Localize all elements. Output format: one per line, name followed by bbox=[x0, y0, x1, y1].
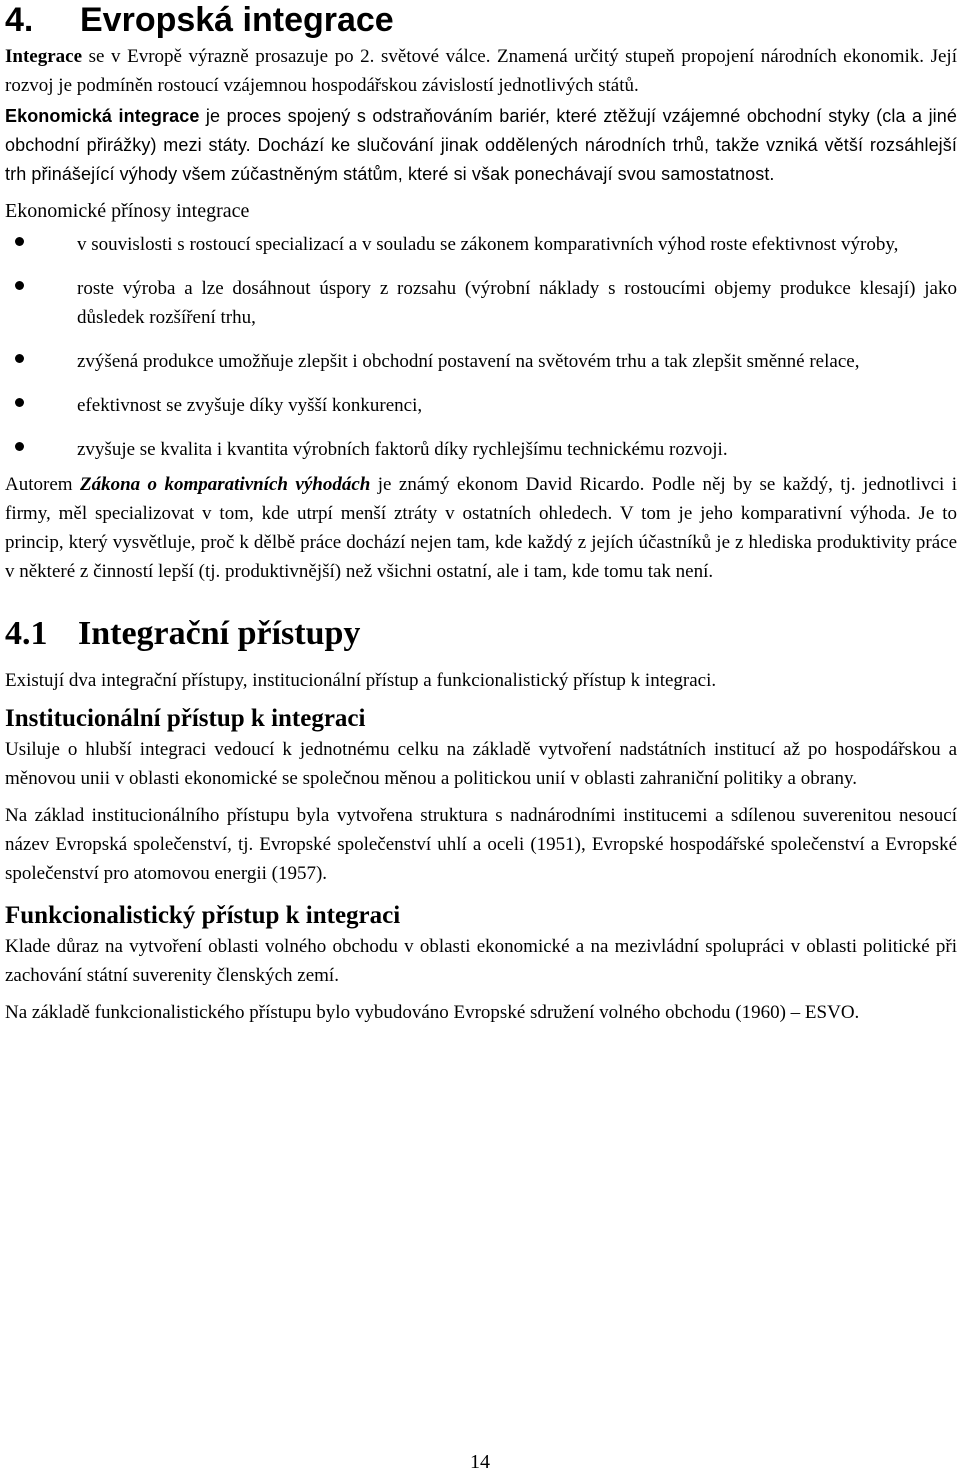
economic-integration-text: je proces spojený s odstraňováním bariér, které ztěžují vzájemné obchodní styky (cla a jiné obchodní přirážky) mezi státy. Dochází ke slučování jinak oddělených národních trhů, takže vzniká větší rozsáhlejší trh přinášející výhody všem zúčastněným státům, které si však ponechávají svou samostatnost. bbox=[5, 106, 957, 184]
institutional-paragraph-1: Usiluje o hlubší integraci vedoucí k jednotnému celku na základě vytvoření nadstátních institucí až po hospodářskou a měnovou unii v oblasti ekonomické se společnou měnou a politickou unií v oblasti zahraniční politiky a obrany. bbox=[5, 739, 957, 789]
chapter-title: Evropská integrace bbox=[80, 1, 394, 39]
intro-paragraph bbox=[5, 42, 957, 100]
list-item bbox=[5, 230, 957, 259]
section-heading bbox=[5, 614, 957, 654]
bullet-icon bbox=[15, 442, 24, 451]
chapter-heading bbox=[5, 0, 957, 42]
list-item-text: zvyšuje se kvalita i kvantita výrobních faktorů díky rychlejšímu technickému rozvoji. bbox=[77, 439, 728, 460]
ricardo-paragraph bbox=[5, 470, 957, 586]
list-item-text: v souvislosti s rostoucí specializací a v souladu se zákonem komparativních výhod roste efektivnost výroby, bbox=[77, 234, 899, 255]
functional-paragraph-2: Na základě funkcionalistického přístupu bylo vybudováno Evropské sdružení volného obchodu (1960) – ESVO. bbox=[5, 1002, 860, 1023]
intro-text: se v Evropě výrazně prosazuje po 2. světové válce. Znamená určitý stupeň propojení národních ekonomik. Její rozvoj je podmíněn rostoucí vzájemnou hospodářskou závislostí jednotlivých států. bbox=[5, 46, 957, 96]
list-item bbox=[5, 435, 957, 464]
ricardo-text: je známý ekonom David Ricardo. Podle něj by se každý, tj. jednotlivci i firmy, měl specializovat v tom, kde utrpí menší ztráty v ostatních ohledech. V tom je jeho komparativní výhoda. Je to princip, který vysvětluje, proč k dělbě práce dochází nejen tam, kde každý z jejích účastníků je z hlediska produktivity práce v některé z činností lepší (tj. produktivnější) než všichni ostatní, ale i tam, kde tomu tak není. bbox=[5, 474, 957, 582]
economic-integration-term: Ekonomická integrace bbox=[5, 106, 200, 126]
list-item-text: zvýšená produkce umožňuje zlepšit i obchodní postavení na světovém trhu a tak zlepšit směnné relace, bbox=[77, 351, 860, 372]
ricardo-law-name: Zákona o komparativních výhodách bbox=[79, 474, 371, 495]
section-number: 4.1 bbox=[5, 615, 48, 652]
intro-term: Integrace bbox=[5, 46, 83, 67]
bullet-icon bbox=[15, 281, 24, 290]
bullet-icon bbox=[15, 398, 24, 407]
list-item-text: efektivnost se zvyšuje díky vyšší konkurenci, bbox=[77, 395, 423, 416]
functional-paragraph-1: Klade důraz na vytvoření oblasti volného obchodu v oblasti ekonomické a na mezivládní spolupráci v oblasti politické při zachování státní suverenity členských zemí. bbox=[5, 936, 957, 986]
section-title: Integrační přístupy bbox=[78, 615, 361, 652]
document-page bbox=[5, 0, 957, 1027]
benefits-list bbox=[5, 230, 957, 464]
bullet-icon bbox=[15, 354, 24, 363]
ricardo-pre: Autorem bbox=[5, 474, 80, 495]
list-item-text: roste výroba a lze dosáhnout úspory z rozsahu (výrobní náklady s rostoucími objemy produkce klesají) jako důsledek rozšíření trhu, bbox=[77, 278, 957, 328]
economic-integration-paragraph bbox=[5, 102, 957, 189]
list-item bbox=[5, 274, 957, 332]
functional-heading: Funkcionalistický přístup k integraci bbox=[5, 902, 401, 929]
chapter-number: 4. bbox=[5, 1, 34, 39]
list-item bbox=[5, 347, 957, 376]
section-intro: Existují dva integrační přístupy, institucionální přístup a funkcionalistický přístup k integraci. bbox=[5, 670, 717, 691]
page-number: 14 bbox=[470, 1451, 490, 1473]
institutional-heading: Institucionální přístup k integraci bbox=[5, 705, 366, 732]
bullet-icon bbox=[15, 237, 24, 246]
benefits-title: Ekonomické přínosy integrace bbox=[5, 200, 250, 222]
institutional-paragraph-2: Na základ institucionálního přístupu byla vytvořena struktura s nadnárodními institucemi a sdílenou suverenitou nesoucí název Evropská společenství, tj. Evropské společenství uhlí a oceli (1951), Evropské hospodářské společenství a Evropské společenství pro atomovou energii (1957). bbox=[5, 805, 957, 884]
list-item bbox=[5, 391, 957, 420]
